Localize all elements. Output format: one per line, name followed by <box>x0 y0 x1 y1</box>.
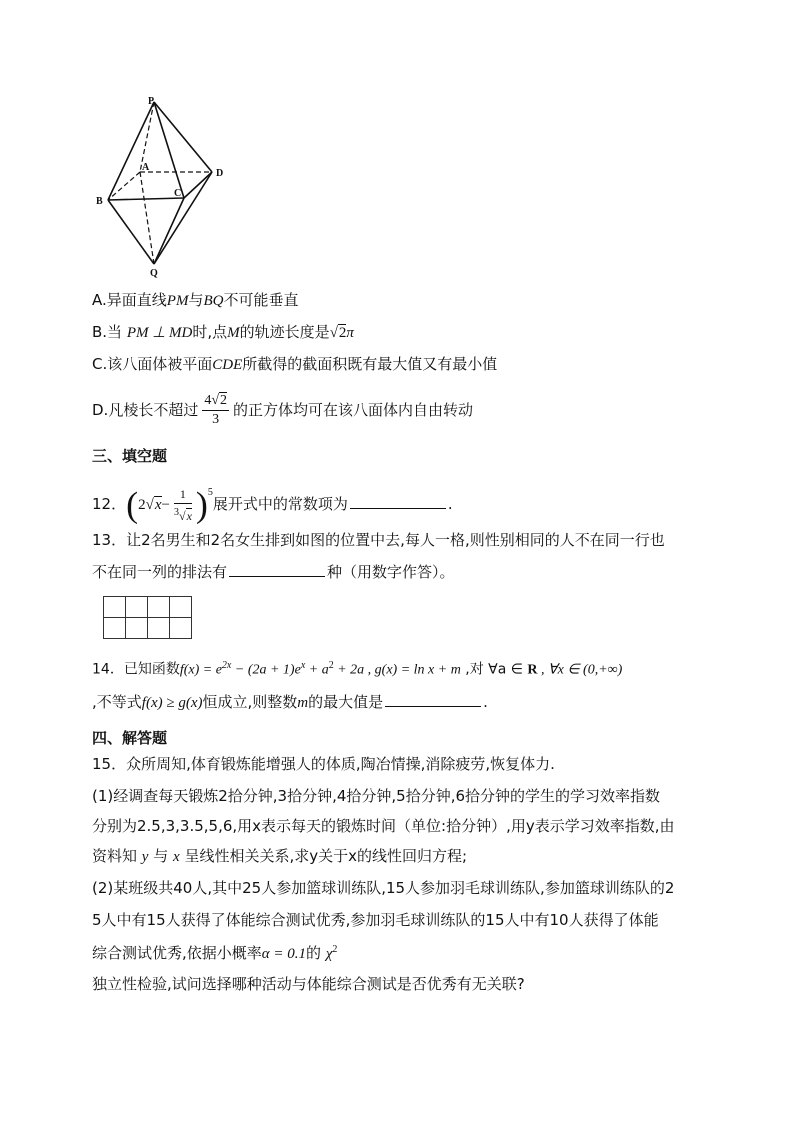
q12-one: 1 <box>174 485 192 504</box>
q14-exp3: 2 <box>328 660 334 671</box>
edge-qd <box>154 172 212 264</box>
q12-fraction: $\frac{1}{^3√x}$ <box>173 486 192 523</box>
option-b-m: M <box>227 325 240 341</box>
q15-part2-line2: 5人中有15人获得了体能综合测试优秀,参加羽毛球训练队的15人中有10人获得了体能 <box>92 911 659 929</box>
edge-pb <box>108 102 154 200</box>
q14-exp2: x <box>300 660 306 671</box>
vertex-label-d: D <box>216 168 224 179</box>
q15-x: x <box>173 849 180 865</box>
option-d-prefix: D.凡棱长不超过 <box>92 401 199 419</box>
option-a-suffix: 不可能垂直 <box>223 291 299 309</box>
q15-intro: 15．众所周知,体育锻炼能增强人的体质,陶冶情操,消除疲劳,恢复体力. <box>92 755 555 773</box>
q12-text: 展开式中的常数项为 <box>212 495 348 513</box>
seating-grid <box>103 596 192 639</box>
q14-answer-blank[interactable] <box>385 692 481 707</box>
q14-m: m <box>297 695 309 711</box>
option-a-prefix: A.异面直线 <box>92 291 167 309</box>
q14-line-2-c: 的最大值是 <box>308 693 384 711</box>
option-a-mid: 与 <box>188 291 204 309</box>
grid-cell <box>170 597 192 618</box>
vertex-label-a: A <box>142 162 150 173</box>
q15-chi-exp: 2 <box>332 944 338 955</box>
option-a-pm: PM <box>166 293 189 309</box>
q15-part1-line3 <box>92 846 467 867</box>
q12-number: 12． <box>92 495 127 513</box>
q14-end: . <box>483 693 488 711</box>
option-a <box>92 290 298 311</box>
option-c-suffix: 所截得的截面积既有最大值又有最小值 <box>242 355 498 373</box>
option-c-cde: CDE <box>212 357 243 373</box>
q15-part1-line1: (1)经调查每天锻炼2拾分钟,3拾分钟,4拾分钟,5拾分钟,6拾分钟的学生的学习效率指数 <box>92 787 661 805</box>
q14-mid3: + 2a , g(x) = ln x + m <box>333 662 461 678</box>
edge-aq <box>140 172 154 264</box>
q12-coef: 2 <box>138 497 146 513</box>
q14-real-set: R <box>527 662 538 678</box>
q15-chi: χ <box>325 946 333 962</box>
grid-row <box>104 597 192 618</box>
grid-cell <box>148 597 170 618</box>
edge-pc <box>154 102 184 198</box>
q14-exp1: 2x <box>221 660 232 671</box>
grid-cell <box>126 597 148 618</box>
q15-part2-line3 <box>92 940 337 964</box>
vertex-label-c: C <box>174 188 182 199</box>
q15-part1-line3-b: 与 <box>148 847 173 865</box>
q14-tail: ,对 ∀a ∈ <box>460 661 528 678</box>
grid-cell <box>148 618 170 639</box>
option-d-num-root: 2 <box>220 393 228 408</box>
edge-bc <box>108 198 184 200</box>
q14-line-2 <box>92 692 488 713</box>
q13-line-2 <box>92 562 455 582</box>
vertex-label-b: B <box>96 196 103 207</box>
grid-cell <box>104 597 126 618</box>
option-d-fraction: $\frac{4√2}{3}$ <box>204 393 228 427</box>
option-b-pi: π <box>346 325 354 341</box>
q15-y: y <box>141 849 149 865</box>
q13-line-1: 13．让2名男生和2名女生排到如图的位置中去,每人一格,则性别相同的人不在同一行也 <box>92 531 665 549</box>
option-d-suffix: 的正方体均可在该八面体内自由转动 <box>233 401 474 419</box>
grid-cell <box>126 618 148 639</box>
q12-answer-blank[interactable] <box>350 494 446 509</box>
option-b-root: 2 <box>338 325 347 341</box>
grid-row <box>104 618 192 639</box>
option-b: B.当 PM ⊥ MD时,点M的轨迹长度是√2π <box>92 323 354 341</box>
section-4-title: 四、解答题 <box>92 729 168 747</box>
q14-line-2-a: ,不等式 <box>92 693 142 711</box>
q15-part1-line2: 分别为2.5,3,3.5,5,6,用x表示每天的锻炼时间（单位:拾分钟）,用y表示学习效率指数,由 <box>92 817 675 835</box>
q15-part1-line3-c: 呈线性相关关系,求y关于x的线性回归方程; <box>179 847 468 865</box>
question-12: 12．(2√x− $\frac{1}{^3√x}$ )$^5$展开式中的常数项为 . <box>92 484 453 525</box>
q12-x: x <box>154 497 162 513</box>
octahedron-figure <box>92 92 242 282</box>
section-3-title: 三、填空题 <box>92 447 168 465</box>
edge-qc <box>154 198 184 264</box>
q12-power: 5 <box>207 487 213 498</box>
vertex-label-p: P <box>148 96 155 107</box>
q15-part2-line3-a: 综合测试优秀,依据小概率 <box>92 944 262 962</box>
option-b-prefix: B.当 <box>92 323 127 341</box>
q14-fx: f(x) = e <box>179 662 222 678</box>
vertex-label-q: Q <box>150 268 158 279</box>
q12-root-index: 3 <box>173 506 179 518</box>
option-c-prefix: C.该八面体被平面 <box>92 355 213 373</box>
edge-ab <box>108 172 140 200</box>
q13-answer-blank[interactable] <box>229 562 325 577</box>
option-b-mid: 时,点 <box>192 323 228 341</box>
option-d-den: 3 <box>212 412 220 427</box>
q12-minus: − <box>161 497 170 513</box>
option-a-bq: BQ <box>203 293 224 309</box>
option-d <box>92 390 473 430</box>
grid-cell <box>104 618 126 639</box>
q14-prefix: 14．已知函数 <box>92 661 180 678</box>
q14-line-2-b: 恒成立,则整数 <box>202 693 298 711</box>
q12-end: . <box>447 495 453 513</box>
q13-line-2-b: 种（用数字作答）。 <box>327 563 455 581</box>
q15-part1-line3-a: 资料知 <box>92 847 142 865</box>
q13-line-2-a: 不在同一列的排法有 <box>92 563 228 581</box>
option-d-num-coef: 4 <box>204 393 212 408</box>
edge-pd <box>154 102 212 172</box>
edge-qb <box>108 200 154 264</box>
q14-inequality: f(x) ≥ g(x) <box>141 695 203 711</box>
q15-part2-line1: (2)某班级共40人,其中25人参加篮球训练队,15人参加羽毛球训练队,参加篮球训练队的2 <box>92 879 675 897</box>
grid-cell <box>170 618 192 639</box>
q15-alpha: α = 0.1 <box>261 946 307 962</box>
q14-mid2: + a <box>305 662 329 678</box>
q14-mid1: − (2a + 1)e <box>231 662 301 678</box>
q15-part2-line4: 独立性检验,试问选择哪种活动与体能综合测试是否优秀有无关联? <box>92 975 525 993</box>
option-b-tail: 的轨迹长度是 <box>239 323 330 341</box>
q15-part2-line3-b: 的 <box>306 944 326 962</box>
q14-tail2: , ∀x ∈ (0,+∞) <box>537 662 623 678</box>
option-c <box>92 354 497 375</box>
option-b-expr: PM ⊥ MD <box>126 325 193 341</box>
q14-line-1 <box>92 656 622 681</box>
